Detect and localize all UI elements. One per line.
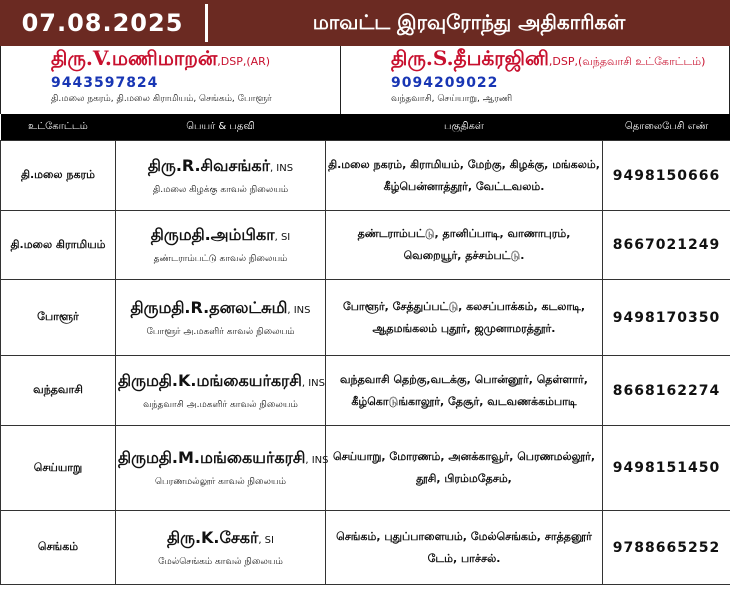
officer-rank: , SI xyxy=(258,534,274,546)
officer-name xyxy=(118,225,323,246)
officer-cell xyxy=(116,511,326,585)
division-cell: செய்யாறு xyxy=(1,426,116,511)
division-cell: வந்தவாசி xyxy=(1,356,116,426)
officer-rank: , INS xyxy=(301,377,325,389)
areas-cell: வந்தவாசி தெற்கு,வடக்கு, பொன்னூர், தெள்ளார், கீழ்கொடுங்காலூர், தேசூர், வடவணக்கம்பாடி xyxy=(326,356,603,426)
officer-rank: , INS xyxy=(305,455,329,466)
phone-cell: 9498170350 xyxy=(603,280,730,356)
officer-name xyxy=(118,371,323,392)
areas-cell: செங்கம், புதுப்பாளையம், மேல்செங்கம், சாத்தனூர் டேம், பாச்சல். xyxy=(326,511,603,585)
header-banner xyxy=(0,0,730,46)
phone-cell: 9498150666 xyxy=(603,141,730,211)
division-cell: போளூர் xyxy=(1,280,116,356)
officer-cell xyxy=(116,211,326,280)
areas-cell: தண்டராம்பட்டு, தானிப்பாடி, வாணாபுரம், வெறையூர், தச்சம்பட்டு. xyxy=(326,211,603,280)
page-title: மாவட்ட இரவுரோந்து அதிகாரிகள் xyxy=(312,9,626,34)
table-row xyxy=(1,426,730,511)
officer-cell xyxy=(116,141,326,211)
supervising-officers xyxy=(0,46,730,114)
supervising-officer-right xyxy=(391,46,705,114)
officer-name-text: திரு.V.மணிமாறன் xyxy=(51,46,218,70)
phone-cell: 8667021249 xyxy=(603,211,730,280)
officer-name-text: திருமதி.அம்பிகா xyxy=(150,225,275,244)
police-station: தண்டராம்பட்டு காவல் நிலையம் xyxy=(153,254,288,264)
division-cell: தி.மலை கிராமியம் xyxy=(1,211,116,280)
officer-cell xyxy=(116,426,329,511)
areas-cell: செய்யாறு, மோரணம், அனக்காவூர், பெரணமல்லூர், தூசி, பிரம்மதேசம், xyxy=(326,426,603,511)
table-row xyxy=(1,211,730,280)
police-station: மேல்செங்கம் காவல் நிலையம் xyxy=(158,556,283,567)
division-cell: தி.மலை நகரம் xyxy=(1,141,116,211)
officer-name xyxy=(391,46,705,73)
officer-rank: , INS xyxy=(269,162,294,174)
officer-name xyxy=(118,156,323,177)
table-row xyxy=(1,511,730,585)
police-station: தி.மலை கிழக்கு காவல் நிலையம் xyxy=(152,184,289,195)
header-name-rank: பெயர் & பதவி xyxy=(116,114,326,141)
police-station: வந்தவாசி அ.மகளிர் காவல் நிலையம் xyxy=(143,399,298,410)
table-row xyxy=(1,280,730,356)
officer-cell xyxy=(116,356,326,426)
officer-cell xyxy=(116,280,326,356)
officer-name-text: திருமதி.K.மங்கையர்கரசி xyxy=(118,370,302,390)
header-phone: தொலைபேசி எண் xyxy=(603,114,730,141)
officer-divider xyxy=(340,46,341,114)
phone-cell: 9788665252 xyxy=(603,511,730,585)
police-station: பெரணமல்லூர் காவல் நிலையம் xyxy=(155,477,286,487)
supervising-officer-left xyxy=(51,46,272,114)
officer-name-text: திருமதி.R.தனலட்சுமி xyxy=(130,297,288,317)
officer-name-text: திருமதி.M.மங்கையர்கரசி xyxy=(118,448,306,467)
table-row xyxy=(1,141,730,211)
officer-area: தி.மலை நகரம், தி.மலை கிராமியம், செங்கம், போளூர் xyxy=(51,94,272,104)
header-division: உட்கோட்டம் xyxy=(1,114,116,141)
officer-name xyxy=(51,46,272,73)
officer-name xyxy=(118,528,323,549)
table-header-row xyxy=(1,114,730,141)
division-cell: செங்கம் xyxy=(1,511,116,585)
officer-name-text: திரு.K.சேகர் xyxy=(167,527,259,547)
areas-cell: போளூர், சேத்துப்பட்டு, கலசப்பாக்கம், கடலாடி, ஆதமங்கலம் புதூர், ஜமுனாமரத்தூர். xyxy=(326,280,603,356)
officer-rank: , SI xyxy=(274,232,291,243)
officer-name-text: திரு.S.தீபக்ரஜினி xyxy=(391,46,549,70)
officer-phone: 9094209022 xyxy=(391,75,499,91)
police-station: போளூர் அ.மகளிர் காவல் நிலையம் xyxy=(146,326,295,337)
header-areas: பகுதிகள் xyxy=(326,114,603,141)
phone-cell: 8668162274 xyxy=(603,356,730,426)
report-date: 07.08.2025 xyxy=(21,9,184,37)
areas-cell: தி.மலை நகரம், கிராமியம், மேற்கு, கிழக்கு, மங்கலம், கீழ்பென்னாத்தூர், வேட்டவலம். xyxy=(326,141,603,211)
officer-name xyxy=(118,298,323,319)
night-patrol-table xyxy=(0,114,730,585)
officer-designation: ,DSP,(வந்தவாசி உட்கோட்டம்) xyxy=(548,55,706,68)
phone-cell: 9498151450 xyxy=(603,426,730,511)
officer-area: வந்தவாசி, செய்யாறு, ஆரணி xyxy=(391,94,513,104)
table-row xyxy=(1,356,730,426)
officer-designation: ,DSP,(AR) xyxy=(217,55,271,68)
officer-name-text: திரு.R.சிவசங்கர் xyxy=(147,155,270,175)
officer-phone: 9443597824 xyxy=(51,75,159,91)
officer-rank: , INS xyxy=(287,304,311,316)
officer-name xyxy=(118,448,329,469)
